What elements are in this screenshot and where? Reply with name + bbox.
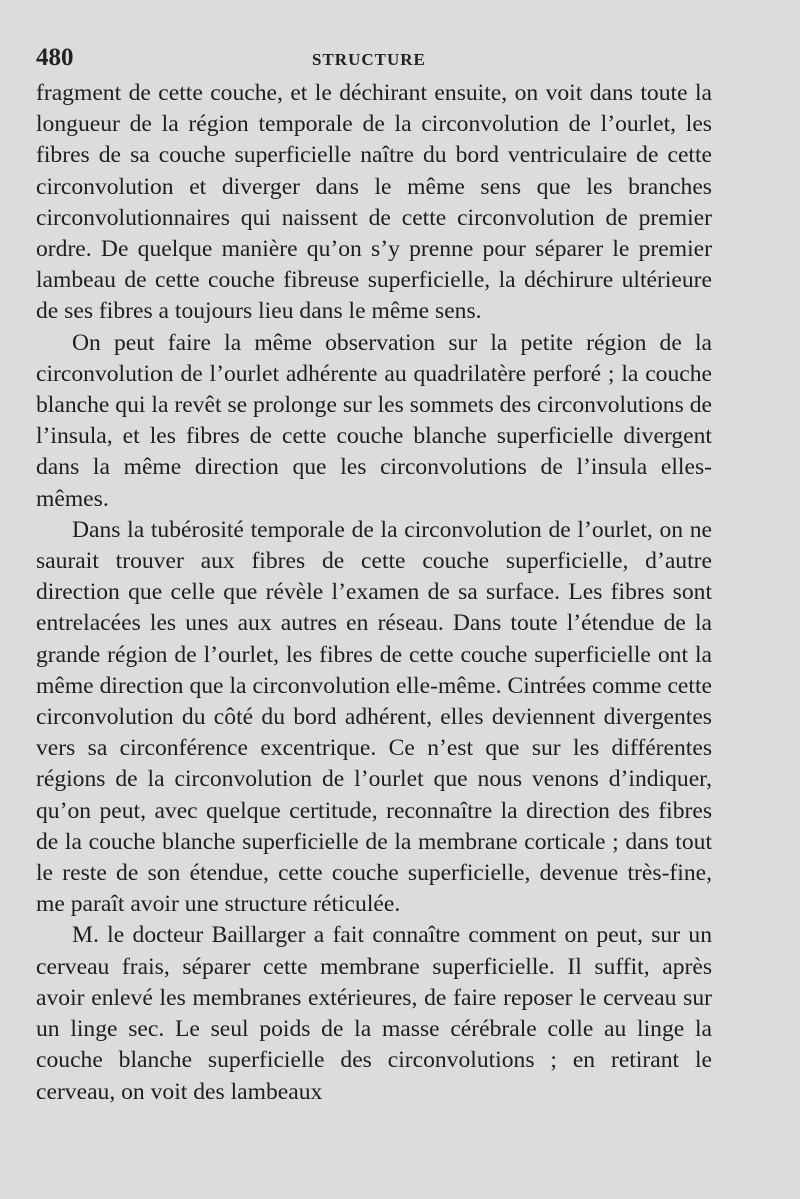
page-number: 480 — [36, 44, 74, 71]
paragraph: M. le docteur Baillarger a fait connaître comment on peut, sur un cerveau frais, séparer cette membrane superficielle. Il suffit, après avoir enlevé les membranes extérieures, de faire reposer le cerveau sur un linge sec. Le seul poids de la masse cérébrale colle au linge la couche blanche superficielle des circonvolutions ; en retirant le cerveau, on voit des lambeaux — [36, 922, 712, 1105]
running-head: STRUCTURE — [312, 50, 426, 69]
paragraph-continued: fragment de cette couche, et le déchirant ensuite, on voit dans toute la longueur de la région temporale de la circonvolution de l’ourlet, les fibres de sa couche superficielle naître du bord ventriculaire de cette circonvolution et diverger dans le même sens que les branches circonvolutionnaires qui naissent de cette circonvolution de premier ordre. De quelque manière qu’on s’y prenne pour séparer le premier lambeau de cette couche fibreuse superficielle, la déchirure ultérieure de ses fibres a toujours lieu dans le même sens. — [36, 80, 712, 325]
paragraph: On peut faire la même observation sur la petite région de la circonvolution de l’ourlet adhérente au quadrilatère perforé ; la couche blanche qui la revêt se prolonge sur les sommets des circonvolutions de l’insula, et les fibres de cette couche blanche superficielle divergent dans la même direction que les circonvolutions de l’insula elles-mêmes. — [36, 329, 712, 512]
paragraph: Dans la tubérosité temporale de la circonvolution de l’ourlet, on ne saurait trouver aux fibres de cette couche superficielle, d’autre direction que celle que révèle l’examen de sa surface. Les fibres sont entrelacées les unes aux autres en réseau. Dans toute l’étendue de la grande région de l’ourlet, les fibres de cette couche superficielle ont la même direction que la circonvolution elle-même. Cintrées comme cette circonvolution du côté du bord adhérent, elles deviennent divergentes vers sa circonférence excentrique. Ce n’est que sur les différentes régions de la circonvolution de l’ourlet que nous venons d’indiquer, qu’on peut, avec quelque certitude, reconnaître la direction des fibres de la couche blanche superficielle de la membrane corticale ; dans tout le reste de son étendue, cette couche superficielle, devenue très-fine, me paraît avoir une structure réticulée. — [36, 516, 712, 918]
body-text — [36, 78, 712, 1108]
page-header — [36, 44, 744, 74]
